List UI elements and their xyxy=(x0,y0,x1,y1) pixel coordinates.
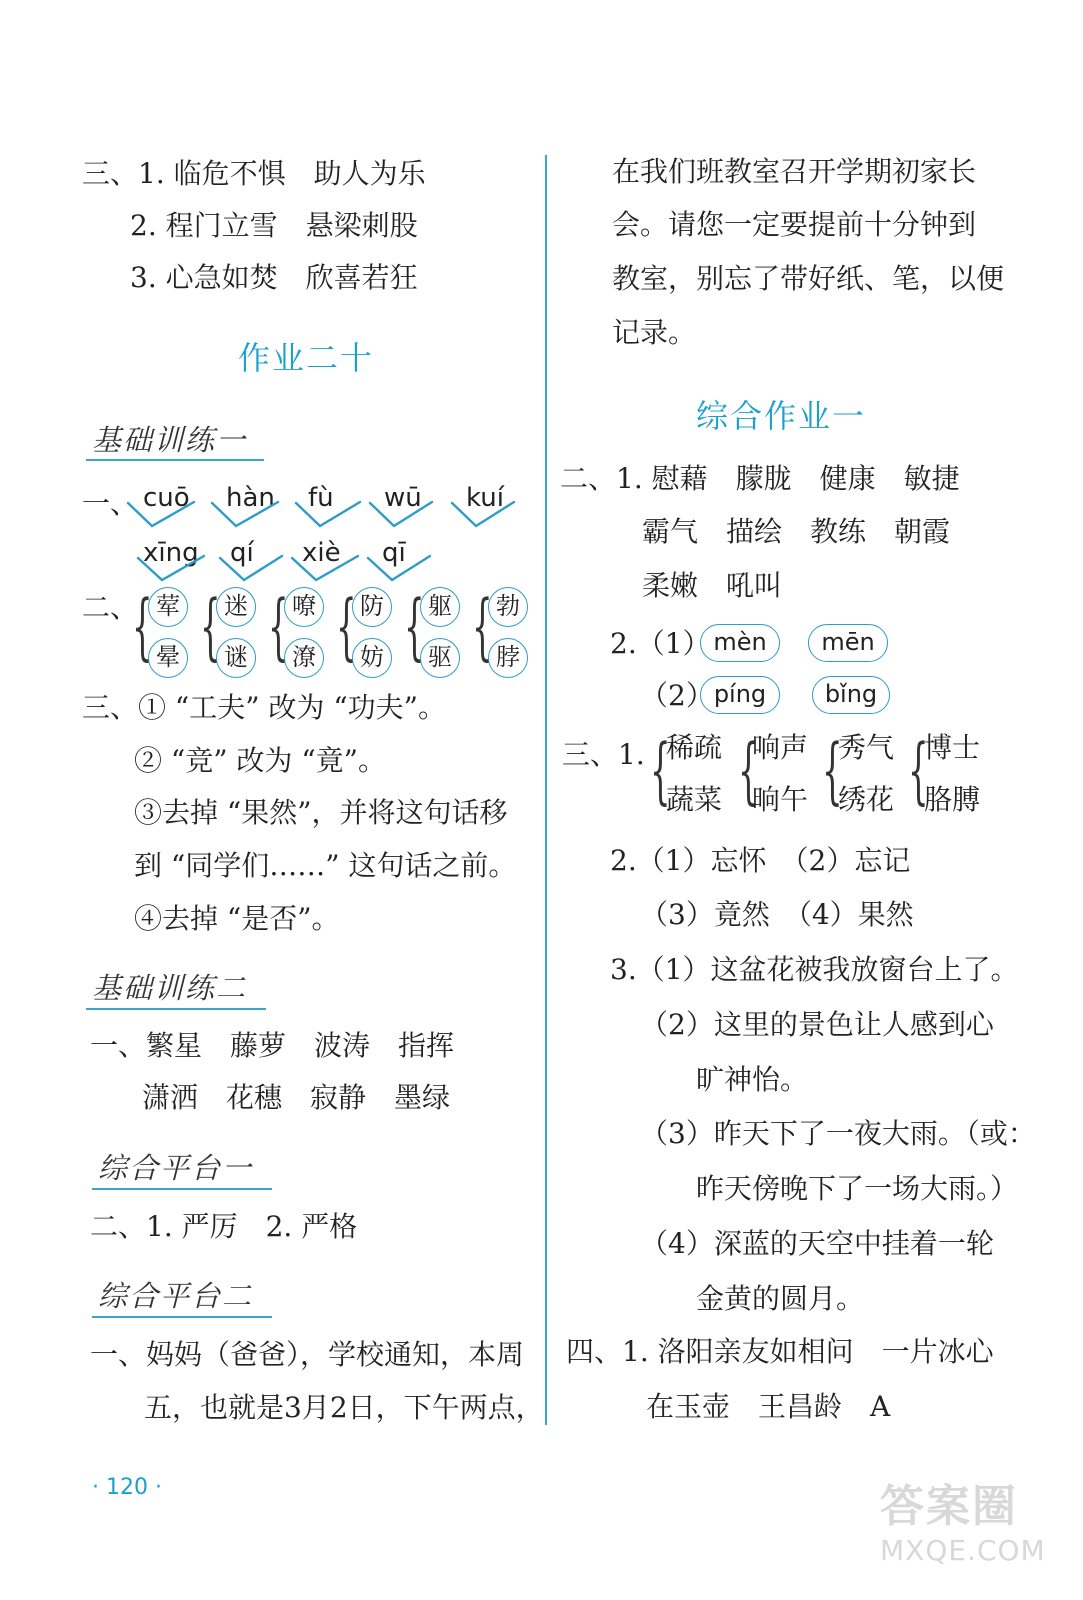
subheading-zonghe-2: 综合平台二 xyxy=(98,1279,254,1313)
pinyin-5: kuí xyxy=(466,483,504,513)
san-more-5: 旷神怡。 xyxy=(696,1063,809,1096)
pinyin-7: qí xyxy=(230,538,254,568)
check-mark-8 xyxy=(292,556,358,580)
check-mark-2 xyxy=(212,502,278,526)
san-item-1: 三、① “工夫” 改为 “功夫”。 xyxy=(82,691,446,724)
right-top-line-3: 教室，别忘了带好纸、笔，以便 xyxy=(612,262,1005,295)
watermark xyxy=(880,1470,1070,1590)
pair-bottom: 绣花 xyxy=(838,783,895,816)
pinyin-oval: bǐng xyxy=(812,676,890,714)
circle-char: 躯 xyxy=(420,587,460,627)
brace-6: { xyxy=(472,584,493,668)
pair-top: 稀疏 xyxy=(666,731,723,764)
circle-char: 勃 xyxy=(488,587,528,627)
check-mark-7 xyxy=(220,556,282,580)
circle-char: 防 xyxy=(352,587,392,627)
subheading-jichu-2: 基础训练二 xyxy=(92,971,248,1005)
pinyin-3: fù xyxy=(308,483,334,513)
circle-char: 嘹 xyxy=(284,587,324,627)
pinyin-8: xiè xyxy=(302,538,341,568)
er-line-3: 柔嫩 吼叫 xyxy=(642,569,783,602)
subheading-underline xyxy=(92,1316,272,1318)
si-line-1: 四、1. 洛阳亲友如相问 一片冰心 xyxy=(566,1335,994,1368)
er2-label-2: （2） xyxy=(640,679,714,712)
circle-char: 驱 xyxy=(420,638,460,678)
san-more-2: （3）竟然 （4）果然 xyxy=(640,898,914,931)
pair-top: 博士 xyxy=(924,731,981,764)
san-more-8: （4）深蓝的天空中挂着一轮 xyxy=(640,1227,994,1260)
zonghe1-line: 二、1. 严厉 2. 严格 xyxy=(90,1210,358,1243)
right-top-line-2: 会。请您一定要提前十分钟到 xyxy=(612,208,977,241)
check-marks xyxy=(0,0,560,600)
pair-bottom: 蔬菜 xyxy=(666,783,723,816)
pair-bottom: 晌午 xyxy=(752,783,809,816)
pinyin-4: wū xyxy=(384,483,422,513)
check-mark-6 xyxy=(138,556,204,580)
check-mark-5 xyxy=(452,502,514,526)
pinyin-9: qī xyxy=(382,538,406,568)
jichu2-line-2: 潇洒 花穗 寂静 墨绿 xyxy=(142,1081,451,1114)
circle-char: 妨 xyxy=(352,638,392,678)
subheading-zonghe-1: 综合平台一 xyxy=(98,1151,254,1185)
pinyin-oval: mèn xyxy=(700,624,780,662)
page-number: · 120 · xyxy=(92,1475,162,1500)
subheading-underline xyxy=(86,1008,266,1010)
san-more-9: 金黄的圆月。 xyxy=(696,1282,865,1315)
circle-char: 脖 xyxy=(488,638,528,678)
circle-char: 迷 xyxy=(216,587,256,627)
san-more-6: （3）昨天下了一夜大雨。（或： xyxy=(640,1117,1036,1150)
right-top-line-4: 记录。 xyxy=(612,316,697,349)
brace-1: { xyxy=(132,584,153,668)
si-line-2: 在玉壶 王昌龄 A xyxy=(646,1390,891,1423)
san-item-2: ② “竞” 改为 “竟”。 xyxy=(134,744,386,777)
brace-r2: { xyxy=(738,728,759,812)
san-more-3: 3.（1）这盆花被我放窗台上了。 xyxy=(610,953,1019,986)
pair-bottom: 胳膊 xyxy=(924,783,981,816)
heading-homework-20: 作业二十 xyxy=(238,339,375,377)
check-mark-3 xyxy=(296,502,360,526)
san-line-2: 2. 程门立雪 悬梁刺股 xyxy=(130,209,418,242)
brace-2: { xyxy=(200,584,221,668)
brace-4: { xyxy=(336,584,357,668)
watermark-url: MXQE.COM xyxy=(880,1534,1046,1567)
yi-label: 一、 xyxy=(82,487,139,520)
check-mark-1 xyxy=(128,502,194,526)
brace-3: { xyxy=(268,584,289,668)
er-line-1: 二、1. 慰藉 朦胧 健康 敏捷 xyxy=(560,462,960,495)
san-line-1: 三、1. 临危不惧 助人为乐 xyxy=(82,157,426,190)
er2-label-1: 2.（1） xyxy=(610,627,711,660)
san-more-4: （2）这里的景色让人感到心 xyxy=(640,1008,994,1041)
brace-r4: { xyxy=(908,728,929,812)
circle-char: 谜 xyxy=(216,638,256,678)
san-more-7: 昨天傍晚下了一场大雨。） xyxy=(696,1172,1019,1205)
pair-top: 秀气 xyxy=(838,731,895,764)
zonghe2-line-1: 一、妈妈（爸爸），学校通知，本周 xyxy=(90,1338,525,1371)
jichu2-line-1: 一、繁星 藤萝 波涛 指挥 xyxy=(90,1029,455,1062)
er-label: 二、 xyxy=(82,591,139,624)
pinyin-2: hàn xyxy=(226,483,275,513)
pinyin-6: xīng xyxy=(143,538,199,568)
subheading-underline xyxy=(92,1188,272,1190)
zonghe2-line-2: 五，也就是3月2日，下午两点， xyxy=(144,1391,544,1424)
san-item-3b: 到 “同学们……” 这句话之前。 xyxy=(134,849,517,882)
brace-r3: { xyxy=(822,728,843,812)
check-mark-9 xyxy=(368,556,430,580)
brace-r1: { xyxy=(650,728,671,812)
column-divider xyxy=(545,155,547,1425)
san-more-1: 2.（1）忘怀 （2）忘记 xyxy=(610,844,911,877)
pair-top: 响声 xyxy=(752,731,809,764)
san-item-3: ③去掉 “果然”，并将这句话移 xyxy=(134,796,508,829)
circle-char: 潦 xyxy=(284,638,324,678)
san-label-right: 三、1. xyxy=(562,738,645,771)
san-line-3: 3. 心急如焚 欣喜若狂 xyxy=(130,261,418,294)
watermark-logo: 答案圈 xyxy=(880,1481,1018,1532)
pinyin-oval: píng xyxy=(700,676,780,714)
pinyin-1: cuō xyxy=(143,483,190,513)
circle-char: 荤 xyxy=(148,587,188,627)
er-line-2: 霸气 描绘 教练 朝霞 xyxy=(642,515,951,548)
san-item-4: ④去掉 “是否”。 xyxy=(134,902,340,935)
subheading-jichu-1: 基础训练一 xyxy=(92,423,248,457)
brace-5: { xyxy=(404,584,425,668)
circle-char: 晕 xyxy=(148,638,188,678)
right-top-line-1: 在我们班教室召开学期初家长 xyxy=(612,155,977,188)
pinyin-oval: mēn xyxy=(808,624,888,662)
check-mark-4 xyxy=(370,502,432,526)
heading-comprehensive-1: 综合作业一 xyxy=(696,397,867,435)
